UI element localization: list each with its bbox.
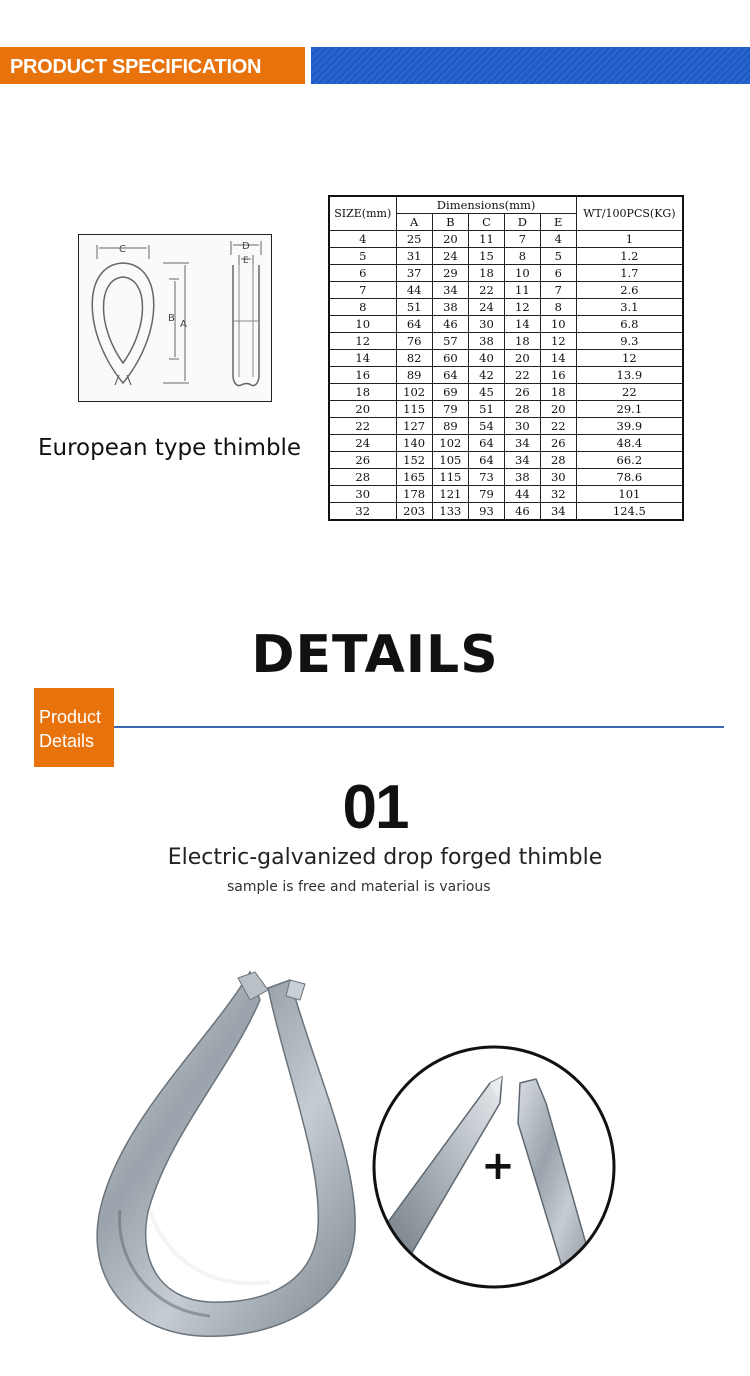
- table-cell: 64: [396, 316, 432, 333]
- table-row: [329, 503, 683, 521]
- table-cell: 37: [396, 265, 432, 282]
- thimble-photo: [90, 960, 370, 1350]
- table-cell: 8: [329, 299, 396, 316]
- table-cell: 152: [396, 452, 432, 469]
- table-cell: 20: [329, 401, 396, 418]
- table-cell: 82: [396, 350, 432, 367]
- table-row: [329, 435, 683, 452]
- label-b: B: [168, 313, 175, 324]
- table-cell: 18: [540, 384, 576, 401]
- thimble-diagram: [78, 234, 272, 402]
- table-cell: 101: [576, 486, 683, 503]
- table-row: [329, 265, 683, 282]
- table-cell: 20: [540, 401, 576, 418]
- table-cell: 10: [329, 316, 396, 333]
- table-cell: 105: [432, 452, 468, 469]
- table-cell: 20: [432, 231, 468, 248]
- table-cell: 3.1: [576, 299, 683, 316]
- table-cell: 2.6: [576, 282, 683, 299]
- table-cell: 6: [329, 265, 396, 282]
- col-d-header: D: [504, 214, 540, 231]
- col-b-header: B: [432, 214, 468, 231]
- table-cell: 12: [329, 333, 396, 350]
- table-cell: 24: [432, 248, 468, 265]
- table-cell: 25: [396, 231, 432, 248]
- table-row: [329, 384, 683, 401]
- table-cell: 18: [504, 333, 540, 350]
- table-cell: 29.1: [576, 401, 683, 418]
- label-e: E: [243, 256, 249, 266]
- table-cell: 44: [504, 486, 540, 503]
- label-a: A: [180, 319, 187, 330]
- table-cell: 34: [432, 282, 468, 299]
- size-header: SIZE(mm): [329, 196, 396, 231]
- table-row: [329, 333, 683, 350]
- table-cell: 102: [432, 435, 468, 452]
- table-cell: 127: [396, 418, 432, 435]
- table-cell: 20: [504, 350, 540, 367]
- table-cell: 1.2: [576, 248, 683, 265]
- detail-subtitle: Electric-galvanized drop forged thimble: [167, 845, 603, 870]
- label-c: C: [119, 244, 126, 255]
- table-cell: 26: [504, 384, 540, 401]
- table-cell: 78.6: [576, 469, 683, 486]
- table-cell: 26: [540, 435, 576, 452]
- table-cell: 24: [329, 435, 396, 452]
- col-c-header: C: [469, 214, 505, 231]
- table-cell: 30: [504, 418, 540, 435]
- table-cell: 18: [469, 265, 505, 282]
- table-cell: 12: [576, 350, 683, 367]
- table-cell: 26: [329, 452, 396, 469]
- col-e-header: E: [540, 214, 576, 231]
- table-cell: 18: [329, 384, 396, 401]
- table-row: [329, 231, 683, 248]
- table-cell: 9.3: [576, 333, 683, 350]
- table-cell: 40: [469, 350, 505, 367]
- table-cell: 89: [432, 418, 468, 435]
- table-cell: 60: [432, 350, 468, 367]
- table-cell: 66.2: [576, 452, 683, 469]
- table-cell: 29: [432, 265, 468, 282]
- table-cell: 34: [540, 503, 576, 521]
- table-cell: 14: [329, 350, 396, 367]
- table-cell: 22: [504, 367, 540, 384]
- table-row: [329, 486, 683, 503]
- table-cell: 121: [432, 486, 468, 503]
- table-cell: 28: [504, 401, 540, 418]
- table-cell: 22: [469, 282, 505, 299]
- table-cell: 11: [469, 231, 505, 248]
- table-cell: 16: [329, 367, 396, 384]
- table-cell: 13.9: [576, 367, 683, 384]
- table-cell: 34: [504, 452, 540, 469]
- banner-stripe: [311, 47, 750, 84]
- table-cell: 5: [329, 248, 396, 265]
- table-cell: 14: [540, 350, 576, 367]
- table-row: [329, 299, 683, 316]
- table-cell: 93: [469, 503, 505, 521]
- col-a-header: A: [396, 214, 432, 231]
- table-cell: 115: [432, 469, 468, 486]
- table-cell: 22: [540, 418, 576, 435]
- table-row: [329, 418, 683, 435]
- weight-header: WT/100PCS(KG): [576, 196, 683, 231]
- table-row: [329, 469, 683, 486]
- details-title: DETAILS: [251, 625, 499, 685]
- table-cell: 7: [540, 282, 576, 299]
- table-cell: 102: [396, 384, 432, 401]
- table-cell: 64: [432, 367, 468, 384]
- table-cell: 1: [576, 231, 683, 248]
- tag-line-1: Product: [39, 707, 102, 727]
- table-cell: 54: [469, 418, 505, 435]
- table-cell: 45: [469, 384, 505, 401]
- table-cell: 38: [469, 333, 505, 350]
- table-cell: 34: [504, 435, 540, 452]
- table-row: [329, 248, 683, 265]
- table-cell: 24: [469, 299, 505, 316]
- table-cell: 51: [396, 299, 432, 316]
- diagram-caption: European type thimble: [38, 435, 302, 461]
- table-cell: 46: [504, 503, 540, 521]
- table-cell: 38: [504, 469, 540, 486]
- table-cell: 76: [396, 333, 432, 350]
- table-cell: 6.8: [576, 316, 683, 333]
- table-cell: 203: [396, 503, 432, 521]
- table-cell: 5: [540, 248, 576, 265]
- table-cell: 6: [540, 265, 576, 282]
- section-title: PRODUCT SPECIFICATION: [0, 47, 305, 84]
- label-d: D: [242, 241, 250, 252]
- table-cell: 133: [432, 503, 468, 521]
- table-row: [329, 452, 683, 469]
- spec-table: [328, 195, 684, 521]
- table-cell: 69: [432, 384, 468, 401]
- zoom-mark: +: [481, 1143, 515, 1189]
- table-cell: 30: [540, 469, 576, 486]
- table-cell: 11: [504, 282, 540, 299]
- table-cell: 7: [504, 231, 540, 248]
- table-cell: 140: [396, 435, 432, 452]
- table-cell: 1.7: [576, 265, 683, 282]
- table-cell: 4: [540, 231, 576, 248]
- table-cell: 8: [540, 299, 576, 316]
- table-cell: 73: [469, 469, 505, 486]
- table-row: [329, 367, 683, 384]
- tag-line-2: Details: [39, 731, 95, 751]
- table-cell: 22: [329, 418, 396, 435]
- table-cell: 22: [576, 384, 683, 401]
- table-cell: 48.4: [576, 435, 683, 452]
- table-cell: 165: [396, 469, 432, 486]
- table-cell: 16: [540, 367, 576, 384]
- table-cell: 124.5: [576, 503, 683, 521]
- detail-note: sample is free and material is various: [227, 879, 491, 895]
- product-details-tag: [34, 688, 114, 767]
- table-row: [329, 316, 683, 333]
- table-cell: 64: [469, 452, 505, 469]
- section-banner: [0, 47, 750, 84]
- table-cell: 10: [540, 316, 576, 333]
- table-cell: 42: [469, 367, 505, 384]
- table-cell: 79: [432, 401, 468, 418]
- table-row: [329, 350, 683, 367]
- table-cell: 32: [329, 503, 396, 521]
- table-cell: 64: [469, 435, 505, 452]
- table-cell: 57: [432, 333, 468, 350]
- table-cell: 28: [329, 469, 396, 486]
- table-cell: 44: [396, 282, 432, 299]
- detail-number: 01: [342, 773, 408, 842]
- table-cell: 30: [329, 486, 396, 503]
- table-cell: 115: [396, 401, 432, 418]
- table-cell: 12: [540, 333, 576, 350]
- table-cell: 8: [504, 248, 540, 265]
- table-cell: 32: [540, 486, 576, 503]
- table-cell: 4: [329, 231, 396, 248]
- table-cell: 30: [469, 316, 505, 333]
- table-cell: 89: [396, 367, 432, 384]
- table-cell: 15: [469, 248, 505, 265]
- table-cell: 7: [329, 282, 396, 299]
- table-cell: 178: [396, 486, 432, 503]
- zoom-circle: [370, 1043, 620, 1293]
- table-row: [329, 282, 683, 299]
- table-cell: 46: [432, 316, 468, 333]
- dimensions-header: Dimensions(mm): [396, 196, 576, 214]
- table-cell: 79: [469, 486, 505, 503]
- table-cell: 28: [540, 452, 576, 469]
- table-cell: 38: [432, 299, 468, 316]
- table-cell: 12: [504, 299, 540, 316]
- table-cell: 39.9: [576, 418, 683, 435]
- divider-line: [114, 726, 724, 728]
- table-cell: 31: [396, 248, 432, 265]
- table-row: [329, 401, 683, 418]
- table-cell: 14: [504, 316, 540, 333]
- table-cell: 51: [469, 401, 505, 418]
- table-cell: 10: [504, 265, 540, 282]
